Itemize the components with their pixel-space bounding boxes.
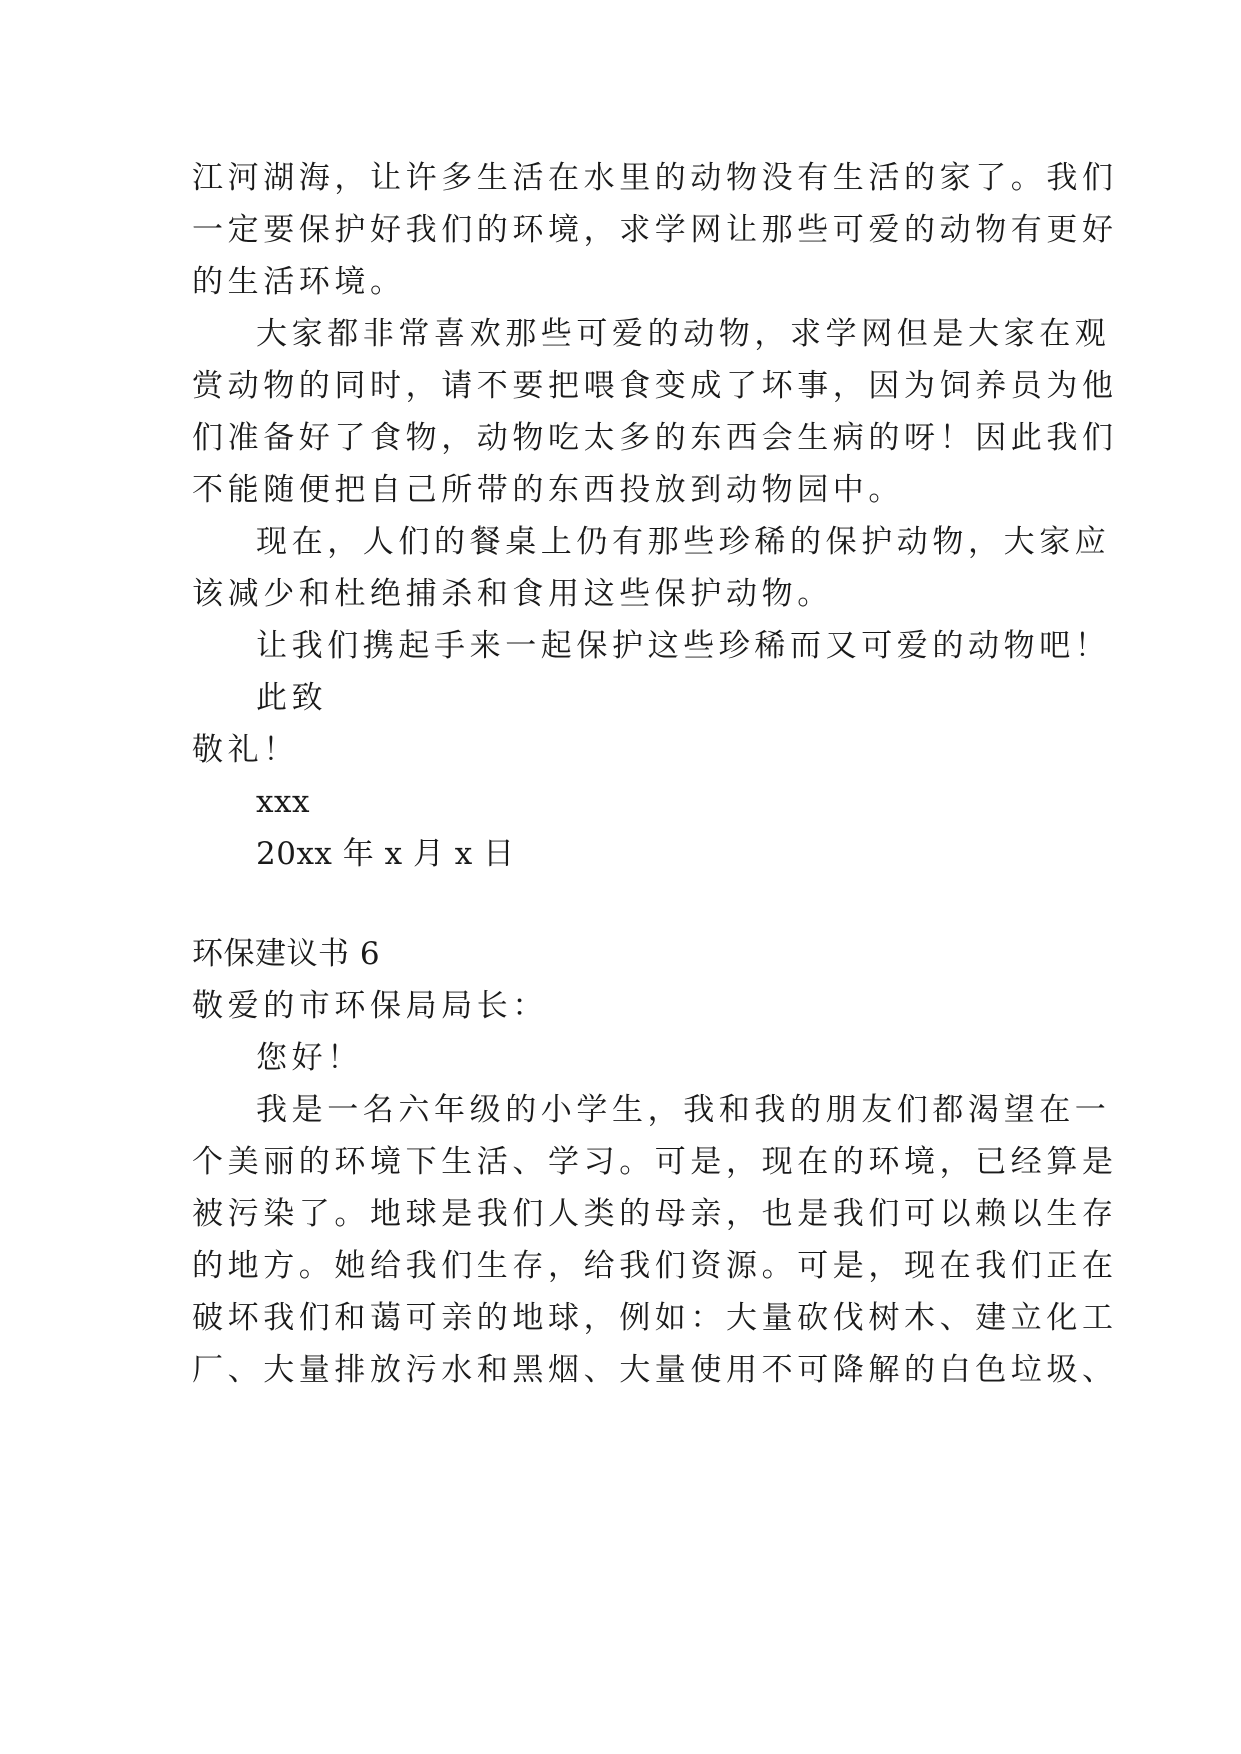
paragraph-line: 赏动物的同时，请不要把喂食变成了坏事，因为饲养员为他 (192, 368, 1118, 404)
paragraph-line: 一定要保护好我们的环境，求学网让那些可爱的动物有更好 (192, 212, 1118, 248)
paragraph-line: 该减少和杜绝捕杀和食用这些保护动物。 (192, 576, 833, 612)
paragraph-line: 我是一名六年级的小学生，我和我的朋友们都渴望在一 (256, 1092, 1111, 1128)
closing-line: 此致 (256, 680, 328, 716)
date: 20xx 年 x 月 x 日 (256, 836, 515, 872)
salutation: 敬爱的市环保局局长： (192, 988, 548, 1024)
paragraph-line: 们准备好了食物，动物吃太多的东西会生病的呀！因此我们 (192, 420, 1118, 456)
paragraph-line: 现在，人们的餐桌上仍有那些珍稀的保护动物，大家应 (256, 524, 1111, 560)
paragraph-line: 让我们携起手来一起保护这些珍稀而又可爱的动物吧！ (256, 628, 1111, 664)
paragraph-line: 厂、大量排放污水和黑烟、大量使用不可降解的白色垃圾、 (192, 1352, 1118, 1388)
paragraph-line: 破坏我们和蔼可亲的地球，例如：大量砍伐树木、建立化工 (192, 1300, 1118, 1336)
paragraph-line: 被污染了。地球是我们人类的母亲，也是我们可以赖以生存 (192, 1196, 1118, 1232)
signature: xxx (256, 784, 310, 820)
paragraph-line: 不能随便把自己所带的东西投放到动物园中。 (192, 472, 904, 508)
paragraph-line: 个美丽的环境下生活、学习。可是，现在的环境，已经算是 (192, 1144, 1118, 1180)
paragraph-line: 大家都非常喜欢那些可爱的动物，求学网但是大家在观 (256, 316, 1111, 352)
paragraph-line: 江河湖海，让许多生活在水里的动物没有生活的家了。我们 (192, 160, 1118, 196)
paragraph-line: 的地方。她给我们生存，给我们资源。可是，现在我们正在 (192, 1248, 1118, 1284)
paragraph-line: 的生活环境。 (192, 264, 406, 300)
closing-line: 敬礼！ (192, 732, 299, 768)
greeting: 您好！ (256, 1040, 363, 1076)
section-title: 环保建议书 6 (192, 936, 381, 972)
